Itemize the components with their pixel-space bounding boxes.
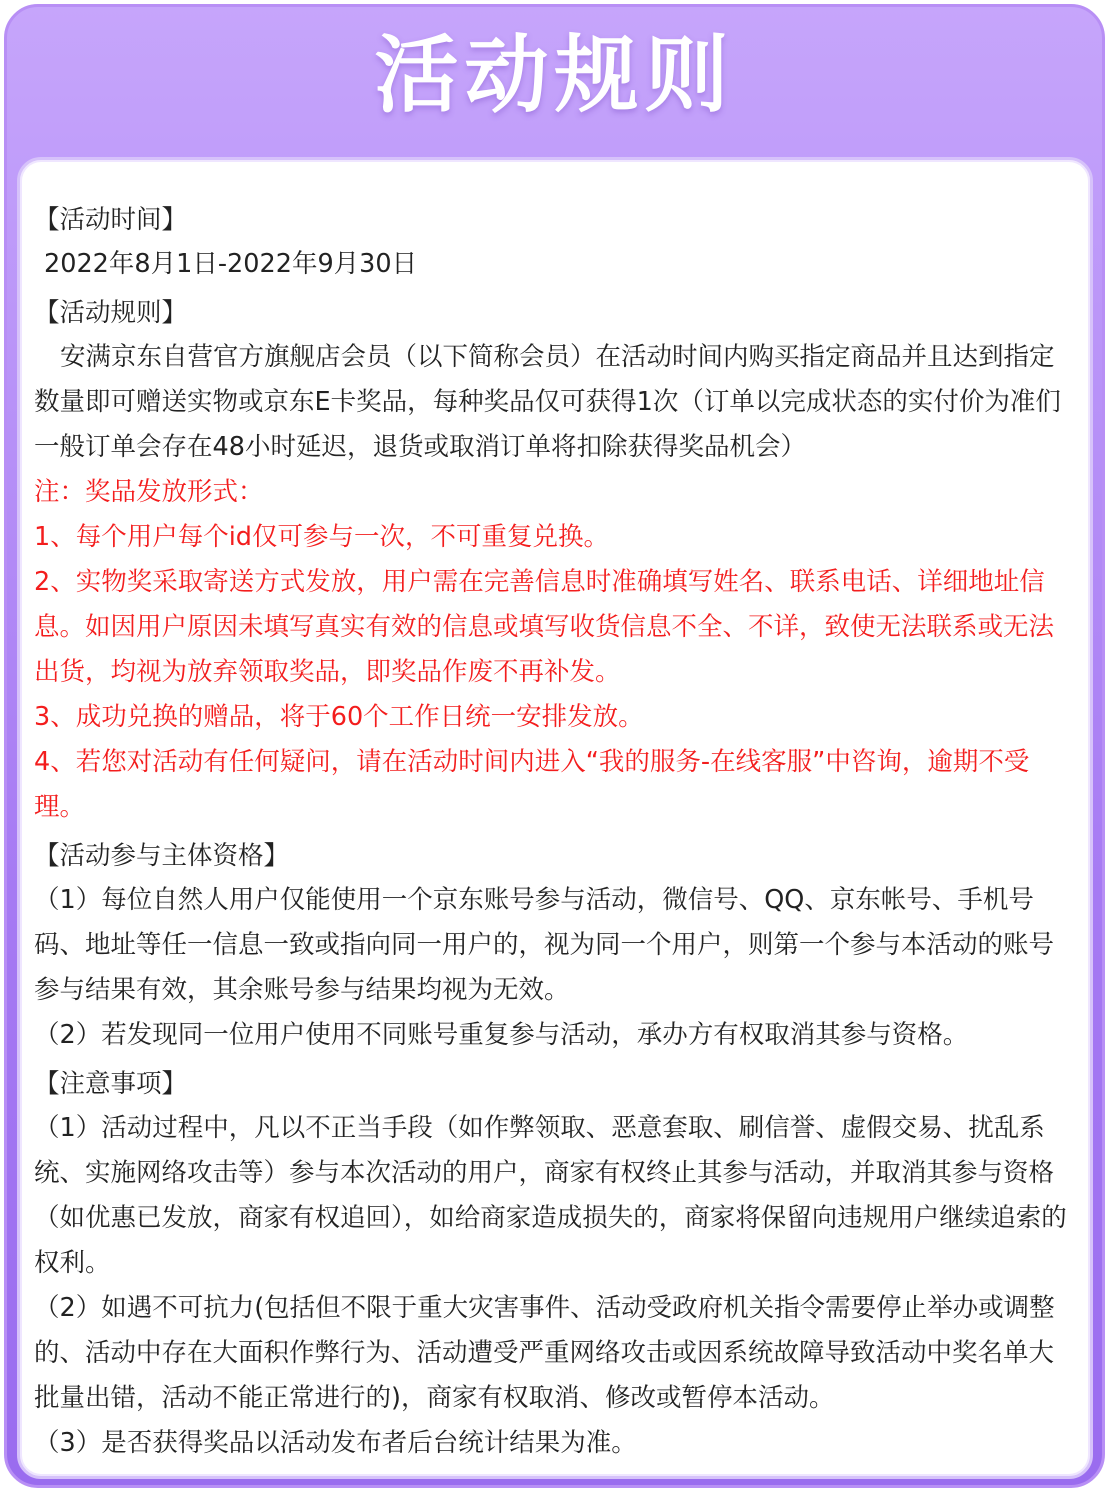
rules-heading: 【活动规则】: [34, 298, 188, 328]
note-item-1: 1、每个用户每个id仅可参与一次，不可重复兑换。: [34, 522, 609, 552]
eligibility-item-2: （2）若发现同一位用户使用不同账号重复参与活动，承办方有权取消其参与资格。: [34, 1020, 969, 1050]
page-title: 活动规则: [374, 26, 735, 124]
eligibility-item-1: （1）每位自然人用户仅能使用一个京东账号参与活动，微信号、QQ、京东帐号、手机号码、地址等任一信息一致或指向同一用户的，视为同一个用户，则第一个参与本活动的账号参与结果有效，其余账号参与结果均视为无效。: [34, 885, 1055, 1005]
notice-item-2: （2）如遇不可抗力(包括但不限于重大灾害事件、活动受政府机关指令需要停止举办或调整的、活动中存在大面积作弊行为、活动遭受严重网络攻击或因系统故障导致活动中奖名单大批量出错，活动不能正常进行的)，商家有权取消、修改或暂停本活动。: [34, 1293, 1055, 1413]
rules-card: [4, 4, 1105, 1488]
note-heading: 注：奖品发放形式：: [34, 477, 264, 507]
notice-item-3: （3）是否获得奖品以活动发布者后台统计结果为准。: [34, 1428, 637, 1458]
notice-item-1: （1）活动过程中，凡以不正当手段（如作弊领取、恶意套取、刷信誉、虚假交易、扰乱系统、实施网络攻击等）参与本次活动的用户，商家有权终止其参与活动，并取消其参与资格（如优惠已发放，商家有权追回），如给商家造成损失的，商家将保留向违规用户继续追索的权利。: [34, 1113, 1067, 1278]
notice-heading: 【注意事项】: [34, 1069, 188, 1099]
note-item-3: 3、成功兑换的赠品，将于60个工作日统一安排发放。: [34, 702, 644, 732]
rules-text: 安满京东自营官方旗舰店会员（以下简称会员）在活动时间内购买指定商品并且达到指定数量即可赠送实物或京东E卡奖品，每种奖品仅可获得1次（订单以完成状态的实付价为准们一般订单会存在48小时延迟，退货或取消订单将扣除获得奖品机会）: [34, 342, 1061, 462]
note-item-4: 4、若您对活动有任何疑问，请在活动时间内进入“我的服务-在线客服”中咨询，逾期不受理。: [34, 747, 1030, 822]
time-value: 2022年8月1日-2022年9月30日: [44, 249, 418, 279]
time-heading: 【活动时间】: [34, 205, 188, 235]
eligibility-heading: 【活动参与主体资格】: [34, 841, 290, 871]
note-item-2: 2、实物奖采取寄送方式发放，用户需在完善信息时准确填写姓名、联系电话、详细地址信息。如因用户原因未填写真实有效的信息或填写收货信息不全、不详，致使无法联系或无法出货，均视为放弃领取奖品，即奖品作废不再补发。: [34, 567, 1055, 687]
rules-panel: [17, 157, 1093, 1479]
